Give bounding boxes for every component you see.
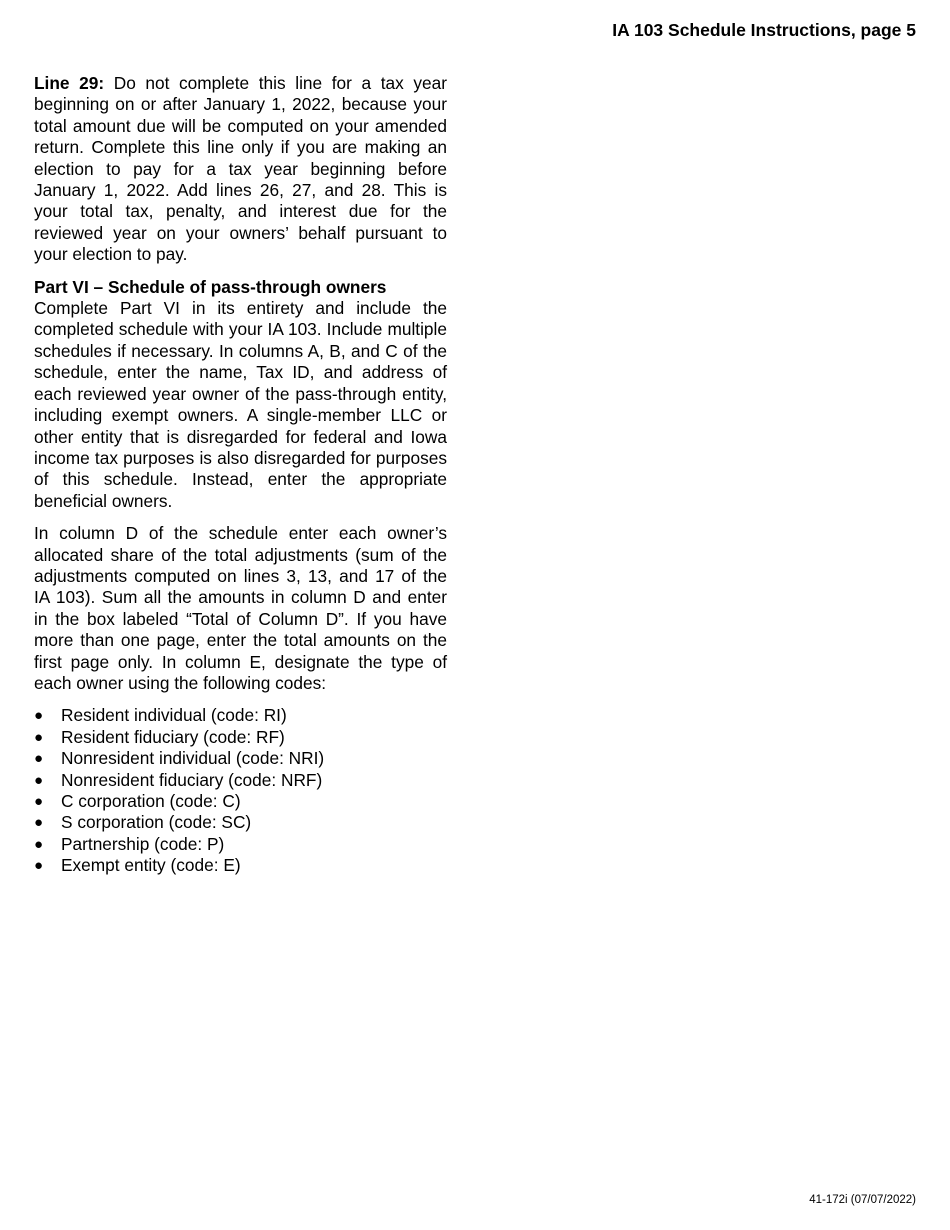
line-29-text: Do not complete this line for a tax year beginning on or after January 1, 2022, because your total amount due will be computed on your amended return. Complete this line only if you are making an election to pay for a tax year beginning before January 1, 2022. Add lines 26, 27, and 28. This is your total tax, penalty, and interest due for the reviewed year on your owners’ behalf pursuant to your election to pay. xyxy=(34,73,447,265)
line-29-paragraph xyxy=(34,73,447,266)
bullet-icon: ● xyxy=(34,835,44,853)
part-6-intro-text: Complete Part VI in its entirety and include the completed schedule with your IA 103. Include multiple schedules if necessary. In columns A, B, and C of the schedule, enter the name, Tax ID, and address of each reviewed year owner of the pass-through entity, including exempt owners. A single-member LLC or other entity that is disregarded for federal and Iowa income tax purposes is also disregarded for purposes of this schedule. Instead, enter the appropriate beneficial owners. xyxy=(34,298,447,511)
column-d-paragraph: In column D of the schedule enter each owner’s allocated share of the total adjustments (sum of the adjustments computed on lines 3, 13, and 17 of the IA 103). Sum all the amounts in column D and enter in the box labeled “Total of Column D”. If you have more than one page, enter the total amounts on the first page only. In column E, designate the type of each owner using the following codes: xyxy=(34,523,447,693)
owner-code-text: C corporation (code: C) xyxy=(61,791,241,811)
bullet-icon: ● xyxy=(34,857,44,875)
page-header-title: IA 103 Schedule Instructions, page 5 xyxy=(612,20,916,40)
bullet-icon: ● xyxy=(34,728,44,746)
bullet-icon: ● xyxy=(34,750,44,768)
bullet-icon: ● xyxy=(34,814,44,832)
owner-code-text: S corporation (code: SC) xyxy=(61,812,252,833)
instructions-column xyxy=(34,73,447,877)
owner-code-text: Partnership (code: P) xyxy=(61,833,225,854)
list-item xyxy=(34,748,447,769)
list-item xyxy=(34,791,447,812)
owner-code-text: Nonresident individual (code: NRI) xyxy=(61,748,325,769)
form-id-footer: 41-172i (07/07/2022) xyxy=(809,1194,916,1206)
list-item xyxy=(34,812,447,833)
owner-code-text: Resident individual (code: RI) xyxy=(61,705,287,726)
list-item xyxy=(34,855,447,876)
owner-code-text: Nonresident fiduciary (code: NRF) xyxy=(61,769,323,790)
bullet-icon: ● xyxy=(34,793,44,810)
list-item xyxy=(34,705,447,726)
owner-codes-list xyxy=(34,705,447,876)
owner-code-text: Exempt entity (code: E) xyxy=(61,855,241,876)
line-29-label: Line 29: xyxy=(34,73,105,93)
list-item xyxy=(34,727,447,748)
bullet-icon: ● xyxy=(34,707,44,725)
list-item xyxy=(34,770,447,791)
list-item xyxy=(34,834,447,855)
part-6-heading: Part VI – Schedule of pass-through owners xyxy=(34,276,387,297)
owner-code-text: Resident fiduciary (code: RF) xyxy=(61,726,285,747)
part-6-intro-paragraph xyxy=(34,277,447,512)
bullet-icon: ● xyxy=(34,771,44,789)
